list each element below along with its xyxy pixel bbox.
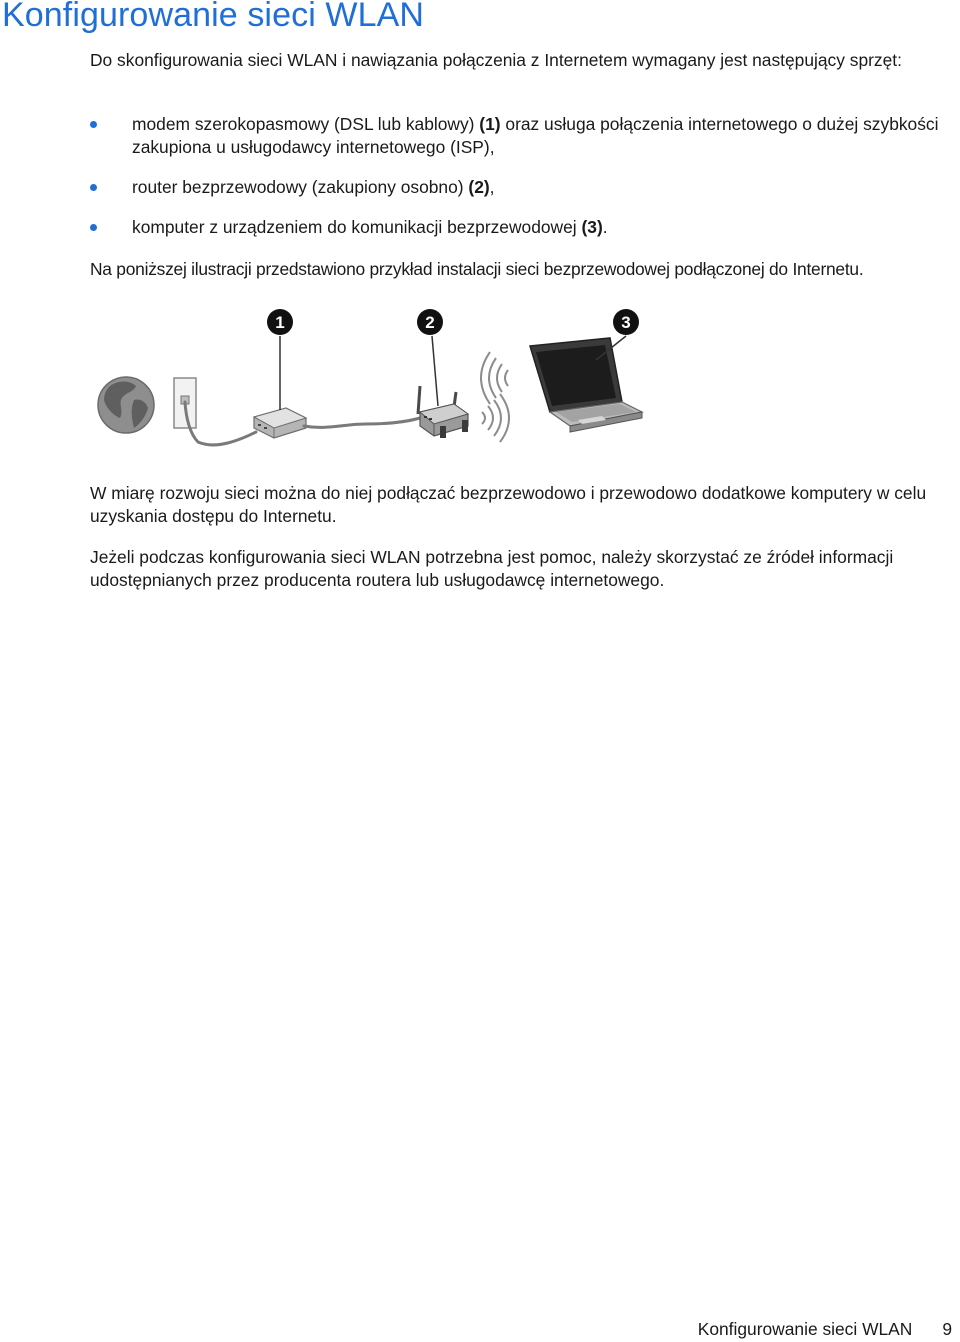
wlan-illustration [90, 300, 660, 460]
callout-number: 2 [425, 313, 435, 332]
list-item-text: modem szerokopasmowy (DSL lub kablowy) [132, 114, 480, 134]
callout-reference: (1) [479, 114, 501, 134]
help-paragraph: Jeżeli podczas konfigurowania sieci WLAN potrzebna jest pomoc, należy skorzystać ze źródeł informacji udostępnianych przez producenta routera lub usługodawcę internetowego. [90, 547, 894, 590]
modem-icon [254, 408, 306, 438]
wireless-signal-icon [482, 394, 509, 442]
callout-3 [613, 309, 639, 335]
list-item-text: . [602, 217, 608, 237]
callout-number: 1 [275, 313, 285, 332]
globe-icon [98, 377, 154, 433]
page-footer [698, 1318, 952, 1341]
list-item [90, 216, 958, 239]
callout-2 [417, 309, 443, 335]
callout-number: 3 [621, 313, 631, 332]
callout-reference: (2) [468, 177, 490, 197]
bullet-dot-icon [90, 224, 97, 231]
bullet-dot-icon [90, 184, 97, 191]
laptop-icon [530, 338, 642, 432]
list-item-text: oraz usługa połączenia internetowego o dużej szybkości zakupiona u usługodawcy internetowego (ISP), [132, 114, 939, 157]
router-icon [418, 386, 468, 438]
callout-reference: (3) [581, 217, 603, 237]
list-item [90, 113, 958, 159]
bullet-dot-icon [90, 121, 97, 128]
callout-1 [267, 309, 293, 335]
illustration-caption: Na poniższej ilustracji przedstawiono przykład instalacji sieci bezprzewodowej podłączonej do Internetu. [90, 259, 864, 279]
page-number: 9 [942, 1319, 952, 1339]
list-item [90, 176, 958, 199]
list-item-text: komputer z urządzeniem do komunikacji bezprzewodowej [132, 217, 582, 237]
footer-section-title: Konfigurowanie sieci WLAN [697, 1319, 913, 1339]
cable-line [304, 418, 420, 427]
list-item-text: router bezprzewodowy (zakupiony osobno) [132, 177, 469, 197]
intro-paragraph: Do skonfigurowania sieci WLAN i nawiązania połączenia z Internetem wymagany jest następujący sprzęt: [90, 50, 902, 70]
expand-paragraph: W miarę rozwoju sieci można do niej podłączać bezprzewodowo i przewodowo dodatkowe komputery w celu uzyskania dostępu do Internetu. [90, 483, 927, 526]
wireless-signal-icon [481, 352, 508, 404]
list-item-text: , [489, 177, 495, 197]
requirements-list [90, 113, 958, 256]
page-title: Konfigurowanie sieci WLAN [2, 0, 425, 34]
